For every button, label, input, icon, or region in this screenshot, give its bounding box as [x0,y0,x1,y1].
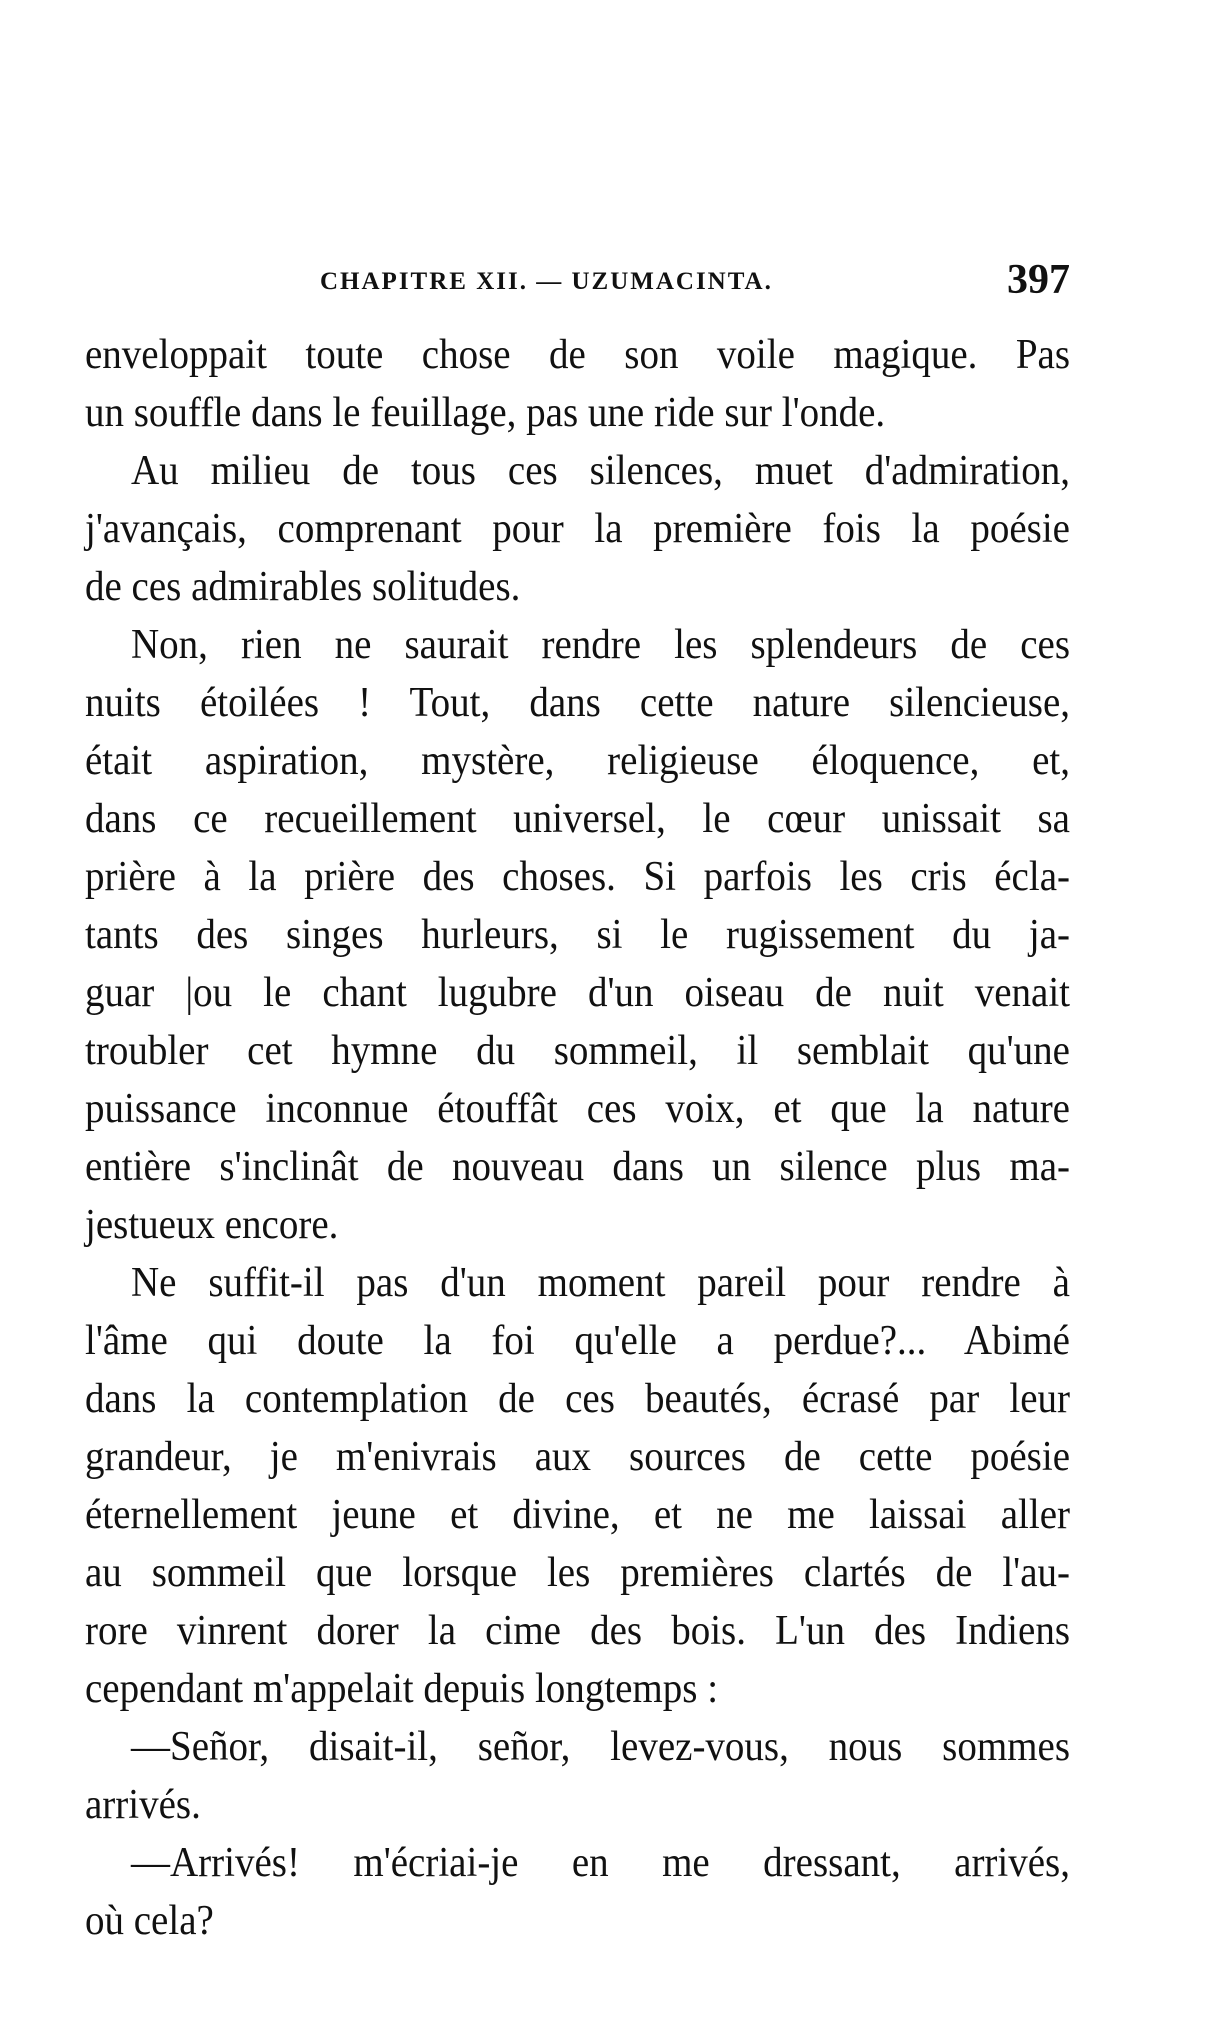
text-line: rore vinrent dorer la cime des bois. L'un des Indiens [85,1607,1070,1654]
running-header [85,257,1070,308]
text-line: tants des singes hurleurs, si le rugissement du ja- [85,911,1070,958]
text-line: j'avançais, comprenant pour la première fois la poésie [85,505,1070,552]
text-line: dans la contemplation de ces beautés, écrasé par leur [85,1375,1070,1422]
paragraph [85,1254,1070,1718]
paragraph [85,616,1070,1254]
text-line: —Arrivés! m'écriai-je en me dressant, arrivés, [131,1839,1070,1886]
text-line: au sommeil que lorsque les premières clartés de l'au- [85,1549,1070,1596]
text-line: grandeur, je m'enivrais aux sources de cette poésie [85,1433,1070,1480]
text-line: où cela? [85,1897,214,1944]
text-line: cependant m'appelait depuis longtemps : [85,1665,719,1712]
paragraph [85,1834,1070,1950]
text-line: Ne suffit-il pas d'un moment pareil pour rendre à [131,1259,1070,1306]
running-title: CHAPITRE XII. — UZUMACINTA. [320,268,773,295]
text-line: guar |ou le chant lugubre d'un oiseau de nuit venait [85,969,1070,1016]
text-line: était aspiration, mystère, religieuse éloquence, et, [85,737,1070,784]
paragraph [85,326,1070,442]
text-line: enveloppait toute chose de son voile magique. Pas [85,331,1070,378]
text-line: entière s'inclinât de nouveau dans un silence plus ma- [85,1143,1070,1190]
text-line: un souffle dans le feuillage, pas une ride sur l'onde. [85,389,886,436]
text-line: nuits étoilées ! Tout, dans cette nature silencieuse, [85,679,1070,726]
page-body [85,326,1070,1950]
page-number: 397 [1007,257,1070,303]
text-line: l'âme qui doute la foi qu'elle a perdue?... Abimé [85,1317,1070,1364]
text-line: dans ce recueillement universel, le cœur unissait sa [85,795,1070,842]
text-line: puissance inconnue étouffât ces voix, et que la nature [85,1085,1070,1132]
text-line: Au milieu de tous ces silences, muet d'admiration, [131,447,1070,494]
text-line: éternellement jeune et divine, et ne me laissai aller [85,1491,1070,1538]
text-line: arrivés. [85,1781,201,1828]
text-line: de ces admirables solitudes. [85,563,521,610]
paragraph [85,1718,1070,1834]
text-line: jestueux encore. [85,1201,339,1248]
text-line: troubler cet hymne du sommeil, il semblait qu'une [85,1027,1070,1074]
text-line: prière à la prière des choses. Si parfois les cris écla- [85,853,1070,900]
text-line: —Señor, disait-il, señor, levez-vous, nous sommes [131,1723,1070,1770]
paragraph [85,442,1070,616]
text-line: Non, rien ne saurait rendre les splendeurs de ces [131,621,1070,668]
